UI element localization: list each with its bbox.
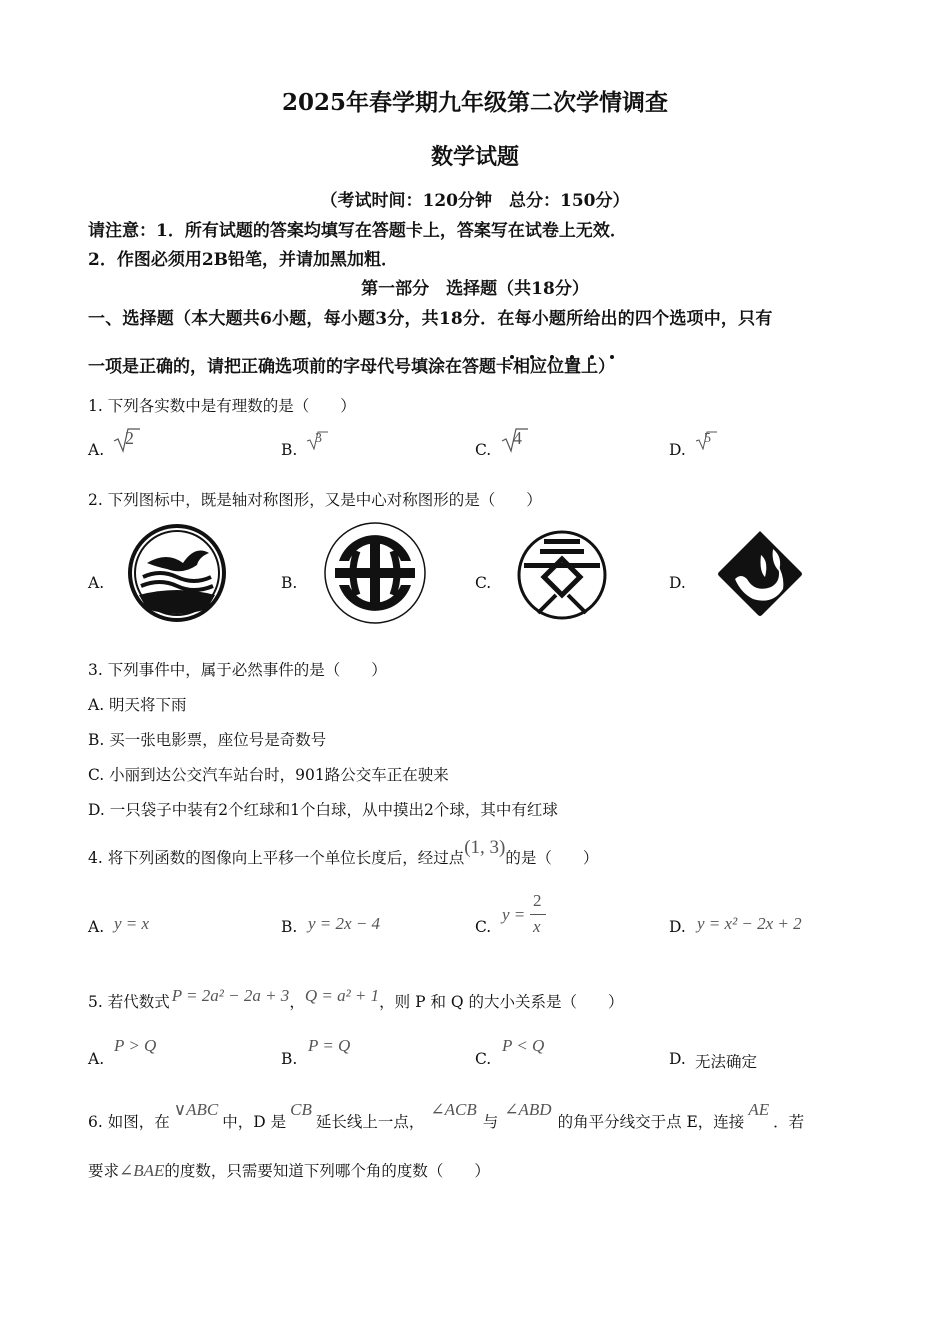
q2-option-c-letter: C. [475, 574, 492, 592]
q6-seg-ae: AE [748, 1100, 770, 1119]
q6-text: 中，D 是 [222, 1113, 287, 1131]
q1-option-c-value: 4 [513, 428, 522, 448]
question-6-line1 [88, 1100, 805, 1132]
question-2-stem: 2. 下列图标中，既是轴对称图形，又是中心对称图形的是（ ） [88, 491, 542, 509]
q1-option-b-letter: B. [281, 441, 298, 459]
q4-option-a-expr: y = x [114, 914, 150, 933]
q4-option-a-letter: A. [88, 918, 105, 936]
q5-option-d-expr: 无法确定 [695, 1053, 758, 1071]
note-1: 请注意：1．所有试题的答案均填写在答题卡上，答案写在试卷上无效． [88, 221, 627, 241]
q2-option-b-letter: B. [281, 574, 298, 592]
q6-text: ．若 [773, 1113, 805, 1131]
q4-option-d-expr: y = x² − 2x + 2 [697, 914, 802, 933]
q5-expr-q: Q = a² + 1 [304, 986, 380, 1005]
q5-option-c-expr: P < Q [502, 1036, 545, 1055]
q4-stem-pre: 4. 将下列函数的图像向上平移一个单位长度后，经过点 [88, 849, 465, 867]
q2-option-a-letter: A. [88, 574, 105, 592]
q6-text: 与 [482, 1113, 499, 1131]
q6-angle-acb: ∠ACB [430, 1100, 477, 1119]
part-heading: 第一部分 选择题（共18分） [361, 279, 589, 299]
q4-option-d-letter: D. [669, 918, 686, 936]
q2-option-d-letter: D. [669, 574, 686, 592]
q5-expr-p: P = 2a² − 2a + 3 [171, 986, 290, 1005]
fraction-bar [530, 914, 546, 915]
section-instruction-line2: 一项是正确的，请把正确选项前的字母代号填涂在答题卡相应位置上） [88, 357, 615, 377]
q4-option-b-expr: y = 2x − 4 [308, 914, 381, 933]
question-4-stem [88, 837, 599, 869]
q5-option-a-expr: P > Q [114, 1036, 157, 1055]
q1-option-c-letter: C. [475, 441, 492, 459]
q5-option-b-expr: P = Q [308, 1036, 351, 1055]
black-diamond-logo-icon [713, 527, 807, 621]
q6-text: 的角平分线交于点 E，连接 [557, 1113, 745, 1131]
q3-option-a: A. 明天将下雨 [88, 696, 187, 714]
q5-option-b-letter: B. [281, 1050, 298, 1068]
q6-angle-bae: ∠BAE [119, 1161, 165, 1180]
q1-option-d-letter: D. [669, 441, 686, 459]
bird-wave-logo-icon [127, 523, 227, 623]
q3-option-c: C. 小丽到达公交汽车站台时，901路公交车正在驶来 [88, 766, 449, 784]
q4-option-c-lhs: y = [502, 905, 526, 924]
q3-option-b: B. 买一张电影票，座位号是奇数号 [88, 731, 327, 749]
page-subtitle: 数学试题 [430, 144, 519, 170]
page-title: 2025年春学期九年级第二次学情调查 [281, 89, 668, 116]
q4-point: (1, 3) [464, 837, 506, 858]
q6-text: 要求 [88, 1162, 120, 1180]
q6-text: 6. 如图，在 [88, 1113, 170, 1131]
q4-option-b-letter: B. [281, 918, 298, 936]
circle-bar-logo-icon [323, 521, 427, 625]
exam-info: （考试时间：120分钟 总分：150分） [320, 191, 630, 211]
question-3-stem: 3. 下列事件中，属于必然事件的是（ ） [88, 661, 387, 679]
section-instruction-line1: 一、选择题（本大题共6小题，每小题3分，共18分．在每小题所给出的四个选项中，只有 [88, 309, 773, 329]
q4-option-c-numerator: 2 [533, 891, 542, 910]
note-2: 2．作图必须用2B铅笔，并请加黑加粗． [88, 250, 399, 270]
q6-text: 延长线上一点， [315, 1113, 425, 1131]
q4-option-c-letter: C. [475, 918, 492, 936]
q1-option-b-value: 3 [315, 431, 322, 446]
q4-stem-post: 的是（ ） [505, 849, 599, 867]
q6-angle-abd: ∠ABD [504, 1100, 552, 1119]
q1-option-d-value: 5 [704, 431, 711, 446]
q6-text: 的度数，只需要知道下列哪个角的度数（ ） [164, 1162, 490, 1180]
q3-option-d: D. 一只袋子中装有2个红球和1个白球，从中摸出2个球，其中有红球 [88, 801, 558, 819]
q6-seg-cb: CB [290, 1100, 312, 1119]
diamond-circle-logo-icon [516, 529, 608, 621]
question-6-line2 [88, 1159, 490, 1181]
q4-option-c-denominator: x [533, 917, 541, 936]
q5-option-c-letter: C. [475, 1050, 492, 1068]
q5-comma: ， [289, 993, 305, 1011]
q6-triangle: ∨ABC [173, 1100, 219, 1119]
q5-stem-pre: 5. 若代数式 [88, 993, 170, 1011]
q1-option-a-letter: A. [88, 441, 105, 459]
q1-option-a-value: 2 [125, 428, 134, 448]
q5-option-d-letter: D. [669, 1050, 686, 1068]
q5-stem-post: ，则 P 和 Q 的大小关系是（ ） [379, 993, 624, 1011]
question-1-stem: 1. 下列各实数中是有理数的是（ ） [88, 397, 356, 415]
q5-option-a-letter: A. [88, 1050, 105, 1068]
question-5-stem [88, 986, 624, 1012]
